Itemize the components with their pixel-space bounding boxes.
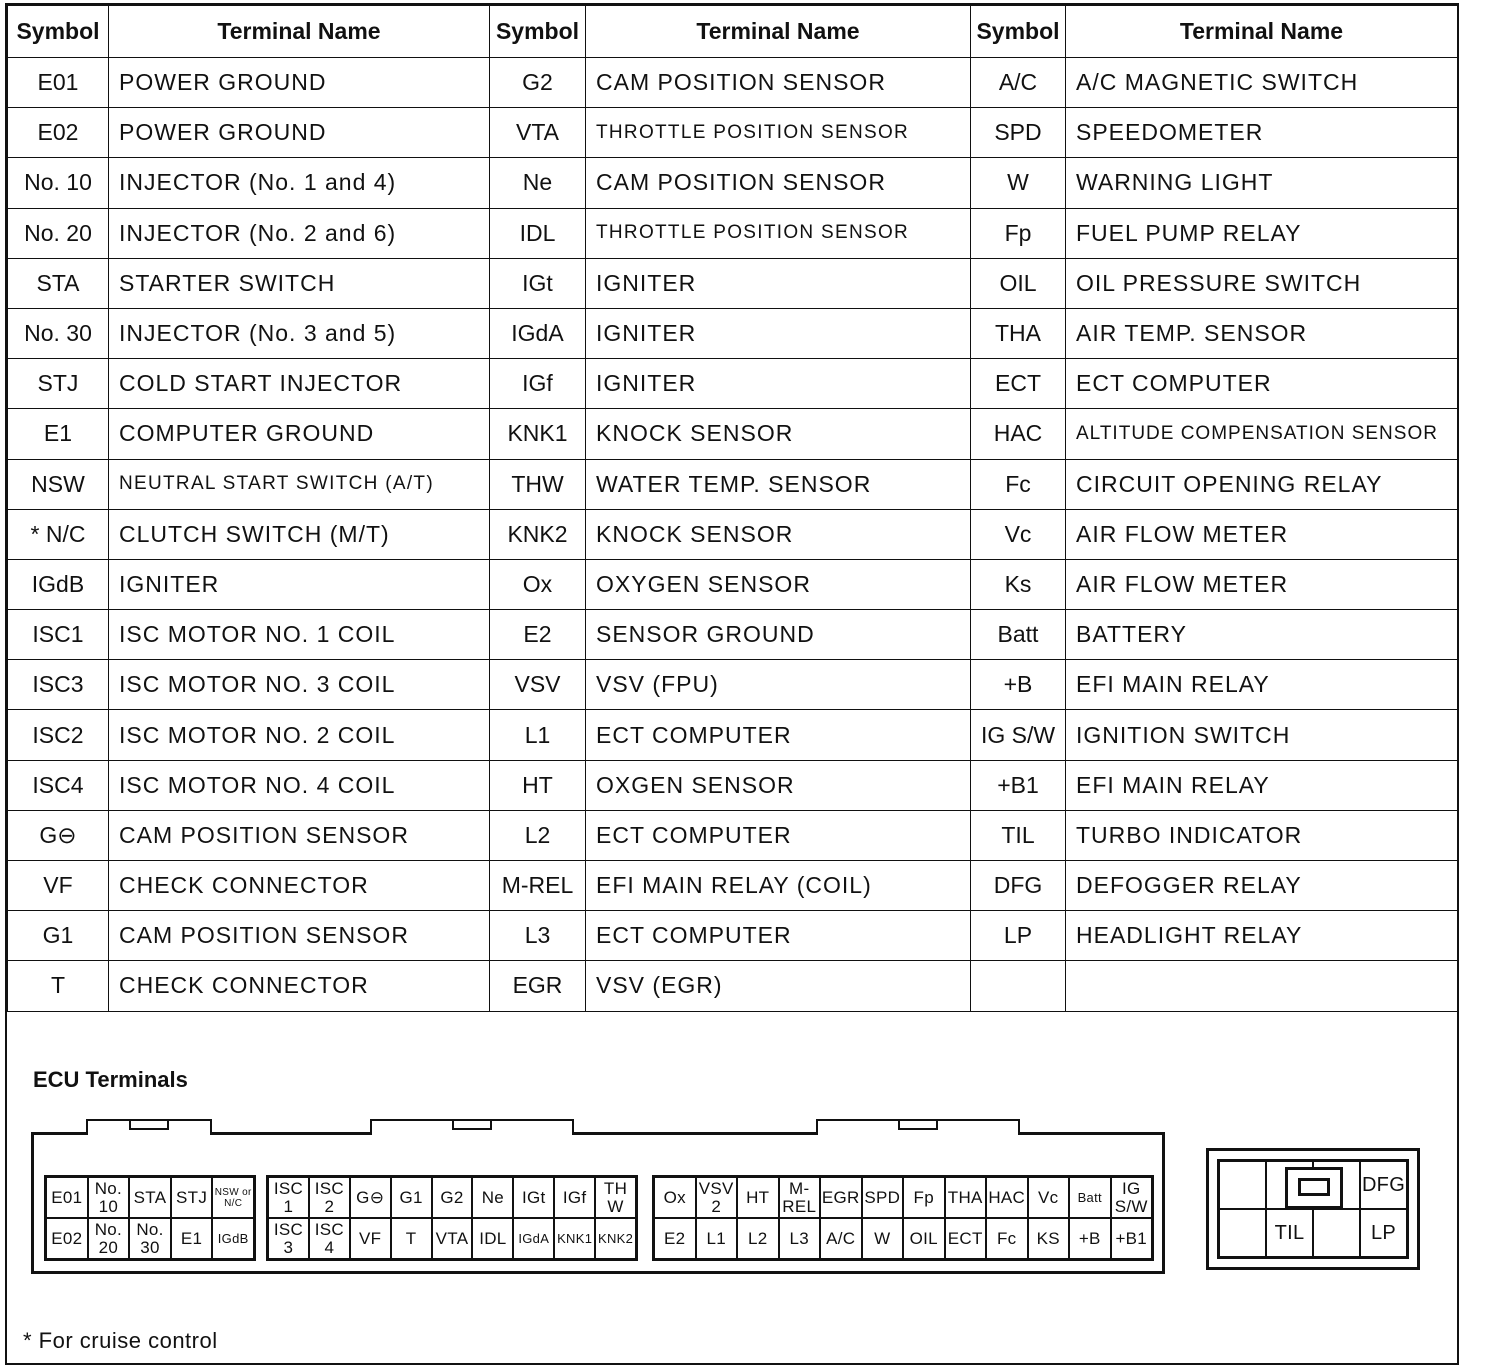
connector-pin: T bbox=[391, 1218, 432, 1259]
terminal-name: TURBO INDICATOR bbox=[1066, 810, 1458, 860]
connector-pin: SPD bbox=[862, 1177, 904, 1218]
terminal-symbol: G2 bbox=[490, 58, 586, 108]
terminal-name: DEFOGGER RELAY bbox=[1066, 861, 1458, 911]
connector-pin: IGdA bbox=[513, 1218, 554, 1259]
terminal-symbol: Ks bbox=[971, 559, 1066, 609]
terminal-symbol: HAC bbox=[971, 409, 1066, 459]
terminal-symbol: A/C bbox=[971, 58, 1066, 108]
header-terminal-name: Terminal Name bbox=[1066, 6, 1458, 58]
terminal-name: EFI MAIN RELAY (COIL) bbox=[586, 861, 971, 911]
terminal-name: AIR FLOW METER bbox=[1066, 559, 1458, 609]
small-connector-pin bbox=[1313, 1209, 1360, 1257]
terminal-symbol: E2 bbox=[490, 610, 586, 660]
connector-pin: KNK2 bbox=[595, 1218, 636, 1259]
table-row bbox=[8, 258, 1458, 308]
connector-pin: VF bbox=[350, 1218, 391, 1259]
terminal-symbol: No. 20 bbox=[8, 208, 109, 258]
terminal-name bbox=[1066, 961, 1458, 1011]
terminal-symbol: No. 30 bbox=[8, 308, 109, 358]
terminal-symbol: DFG bbox=[971, 861, 1066, 911]
connector-pin: No. 10 bbox=[88, 1177, 130, 1218]
terminal-name: EFI MAIN RELAY bbox=[1066, 760, 1458, 810]
terminal-name: ECT COMPUTER bbox=[586, 710, 971, 760]
small-connector-pin: LP bbox=[1360, 1209, 1407, 1257]
connector-pin: IGf bbox=[554, 1177, 595, 1218]
terminal-name: ECT COMPUTER bbox=[1066, 359, 1458, 409]
terminal-name: THROTTLE POSITION SENSOR bbox=[586, 208, 971, 258]
terminal-symbol: IDL bbox=[490, 208, 586, 258]
footnote: * For cruise control bbox=[23, 1328, 218, 1353]
header-symbol: Symbol bbox=[971, 6, 1066, 58]
terminal-name: FUEL PUMP RELAY bbox=[1066, 208, 1458, 258]
terminal-symbol: THA bbox=[971, 308, 1066, 358]
terminal-name: IGNITION SWITCH bbox=[1066, 710, 1458, 760]
connector-pin: A/C bbox=[820, 1218, 862, 1259]
connector-pin: Ox bbox=[654, 1177, 696, 1218]
terminal-symbol: L1 bbox=[490, 710, 586, 760]
terminal-symbol bbox=[971, 961, 1066, 1011]
connector-pin: KS bbox=[1028, 1218, 1070, 1259]
connector-pin: W bbox=[862, 1218, 904, 1259]
connector-pin: ISC 3 bbox=[268, 1218, 309, 1259]
terminal-name: IGNITER bbox=[586, 359, 971, 409]
terminal-name: IGNITER bbox=[586, 258, 971, 308]
connector-pin: VSV 2 bbox=[696, 1177, 738, 1218]
terminal-name: KNOCK SENSOR bbox=[586, 509, 971, 559]
connector-pin: L3 bbox=[779, 1218, 821, 1259]
connector-pin: THA bbox=[945, 1177, 987, 1218]
terminal-name: THROTTLE POSITION SENSOR bbox=[586, 108, 971, 158]
connector-pin: Batt bbox=[1069, 1177, 1111, 1218]
ecu-terminals-title: ECU Terminals bbox=[33, 1067, 188, 1092]
terminal-symbol: VTA bbox=[490, 108, 586, 158]
connector-pin: IGt bbox=[513, 1177, 554, 1218]
connector-pin: ISC 1 bbox=[268, 1177, 309, 1218]
connector-pin: +B bbox=[1069, 1218, 1111, 1259]
terminal-name: AIR FLOW METER bbox=[1066, 509, 1458, 559]
connector-pin: ISC 4 bbox=[309, 1218, 350, 1259]
terminal-name: SPEEDOMETER bbox=[1066, 108, 1458, 158]
connector-pin: G1 bbox=[391, 1177, 432, 1218]
connector-block-1 bbox=[44, 1175, 256, 1261]
terminal-symbol: SPD bbox=[971, 108, 1066, 158]
table-row bbox=[8, 660, 1458, 710]
terminal-name: EFI MAIN RELAY bbox=[1066, 660, 1458, 710]
terminal-symbol: THW bbox=[490, 459, 586, 509]
terminal-symbol: W bbox=[971, 158, 1066, 208]
small-connector-pin bbox=[1219, 1161, 1266, 1209]
terminal-symbol: T bbox=[8, 961, 109, 1011]
terminal-name: WATER TEMP. SENSOR bbox=[586, 459, 971, 509]
terminal-table bbox=[7, 5, 1458, 1012]
terminal-name: VSV (FPU) bbox=[586, 660, 971, 710]
table-row bbox=[8, 409, 1458, 459]
terminal-symbol: HT bbox=[490, 760, 586, 810]
header-symbol: Symbol bbox=[490, 6, 586, 58]
terminal-name: ECT COMPUTER bbox=[586, 911, 971, 961]
small-connector bbox=[1206, 1148, 1420, 1270]
connector-pin: VTA bbox=[432, 1218, 473, 1259]
terminal-symbol: G⊖ bbox=[8, 810, 109, 860]
connector-pin: L2 bbox=[737, 1218, 779, 1259]
terminal-symbol: EGR bbox=[490, 961, 586, 1011]
terminal-symbol: ECT bbox=[971, 359, 1066, 409]
connector-pin: ISC 2 bbox=[309, 1177, 350, 1218]
terminal-name: CAM POSITION SENSOR bbox=[109, 810, 490, 860]
connector-block-2 bbox=[266, 1175, 638, 1261]
header-terminal-name: Terminal Name bbox=[109, 6, 490, 58]
terminal-name: IGNITER bbox=[109, 559, 490, 609]
table-header-row bbox=[8, 6, 1458, 58]
terminal-name: ISC MOTOR NO. 3 COIL bbox=[109, 660, 490, 710]
table-row bbox=[8, 208, 1458, 258]
connector-pin: Fc bbox=[986, 1218, 1028, 1259]
connector-latch bbox=[1285, 1167, 1343, 1209]
terminal-symbol: Ne bbox=[490, 158, 586, 208]
terminal-name: OXGEN SENSOR bbox=[586, 760, 971, 810]
terminal-symbol: L2 bbox=[490, 810, 586, 860]
terminal-name: COMPUTER GROUND bbox=[109, 409, 490, 459]
terminal-symbol: * N/C bbox=[8, 509, 109, 559]
terminal-symbol: ISC3 bbox=[8, 660, 109, 710]
terminal-symbol: IG S/W bbox=[971, 710, 1066, 760]
terminal-symbol: E1 bbox=[8, 409, 109, 459]
table-row bbox=[8, 559, 1458, 609]
connector-tab bbox=[370, 1119, 574, 1135]
terminal-name: STARTER SWITCH bbox=[109, 258, 490, 308]
connector-pin: OIL bbox=[903, 1218, 945, 1259]
terminal-name: CHECK CONNECTOR bbox=[109, 961, 490, 1011]
connector-tab bbox=[816, 1119, 1020, 1135]
connector-pin: ECT bbox=[945, 1218, 987, 1259]
table-row bbox=[8, 509, 1458, 559]
table-row bbox=[8, 861, 1458, 911]
terminal-symbol: Batt bbox=[971, 610, 1066, 660]
connector-block-3 bbox=[652, 1175, 1154, 1261]
terminal-name: OIL PRESSURE SWITCH bbox=[1066, 258, 1458, 308]
header-terminal-name: Terminal Name bbox=[586, 6, 971, 58]
connector-pin: E2 bbox=[654, 1218, 696, 1259]
connector-pin: HAC bbox=[986, 1177, 1028, 1218]
terminal-symbol: E02 bbox=[8, 108, 109, 158]
terminal-name: ISC MOTOR NO. 2 COIL bbox=[109, 710, 490, 760]
table-row bbox=[8, 610, 1458, 660]
terminal-symbol: ISC4 bbox=[8, 760, 109, 810]
terminal-name: ISC MOTOR NO. 1 COIL bbox=[109, 610, 490, 660]
terminal-symbol: Ox bbox=[490, 559, 586, 609]
connector-pin: G2 bbox=[432, 1177, 473, 1218]
terminal-symbol: IGt bbox=[490, 258, 586, 308]
terminal-symbol: No. 10 bbox=[8, 158, 109, 208]
terminal-name: A/C MAGNETIC SWITCH bbox=[1066, 58, 1458, 108]
terminal-name: KNOCK SENSOR bbox=[586, 409, 971, 459]
terminal-name: POWER GROUND bbox=[109, 108, 490, 158]
connector-pin: STJ bbox=[171, 1177, 213, 1218]
terminal-name: WARNING LIGHT bbox=[1066, 158, 1458, 208]
terminal-name: INJECTOR (No. 1 and 4) bbox=[109, 158, 490, 208]
connector-pin: E01 bbox=[46, 1177, 88, 1218]
terminal-name: CHECK CONNECTOR bbox=[109, 861, 490, 911]
table-row bbox=[8, 158, 1458, 208]
connector-pin: EGR bbox=[820, 1177, 862, 1218]
terminal-symbol: VSV bbox=[490, 660, 586, 710]
small-connector-pin: TIL bbox=[1266, 1209, 1313, 1257]
terminal-name: CLUTCH SWITCH (M/T) bbox=[109, 509, 490, 559]
terminal-symbol: Fc bbox=[971, 459, 1066, 509]
terminal-symbol: IGdA bbox=[490, 308, 586, 358]
terminal-name: ECT COMPUTER bbox=[586, 810, 971, 860]
terminal-symbol: L3 bbox=[490, 911, 586, 961]
terminal-symbol: ISC2 bbox=[8, 710, 109, 760]
terminal-symbol: LP bbox=[971, 911, 1066, 961]
terminal-symbol: STJ bbox=[8, 359, 109, 409]
small-connector-pin bbox=[1219, 1209, 1266, 1257]
terminal-symbol: Vc bbox=[971, 509, 1066, 559]
connector-pin: HT bbox=[737, 1177, 779, 1218]
table-row bbox=[8, 710, 1458, 760]
connector-pin: NSW or N/C bbox=[212, 1177, 254, 1218]
terminal-name: ISC MOTOR NO. 4 COIL bbox=[109, 760, 490, 810]
terminal-symbol: G1 bbox=[8, 911, 109, 961]
terminal-name: CAM POSITION SENSOR bbox=[109, 911, 490, 961]
terminal-name: COLD START INJECTOR bbox=[109, 359, 490, 409]
terminal-sheet bbox=[5, 3, 1459, 1365]
terminal-name: POWER GROUND bbox=[109, 58, 490, 108]
small-connector-pin: DFG bbox=[1360, 1161, 1407, 1209]
terminal-symbol: Fp bbox=[971, 208, 1066, 258]
terminal-symbol: E01 bbox=[8, 58, 109, 108]
connector-pin: M- REL bbox=[779, 1177, 821, 1218]
terminal-name: AIR TEMP. SENSOR bbox=[1066, 308, 1458, 358]
terminal-name: ALTITUDE COMPENSATION SENSOR bbox=[1066, 409, 1458, 459]
connector-pin: TH W bbox=[595, 1177, 636, 1218]
terminal-symbol: M-REL bbox=[490, 861, 586, 911]
connector-pin: Fp bbox=[903, 1177, 945, 1218]
connector-pin: +B1 bbox=[1111, 1218, 1153, 1259]
connector-pin: IDL bbox=[472, 1218, 513, 1259]
terminal-name: NEUTRAL START SWITCH (A/T) bbox=[109, 459, 490, 509]
table-row bbox=[8, 961, 1458, 1011]
terminal-symbol: TIL bbox=[971, 810, 1066, 860]
connector-pin: E02 bbox=[46, 1218, 88, 1259]
ecu-connector bbox=[31, 1132, 1165, 1274]
terminal-name: INJECTOR (No. 2 and 6) bbox=[109, 208, 490, 258]
table-row bbox=[8, 810, 1458, 860]
connector-pin: L1 bbox=[696, 1218, 738, 1259]
terminal-name: VSV (EGR) bbox=[586, 961, 971, 1011]
terminal-symbol: IGdB bbox=[8, 559, 109, 609]
terminal-name: CIRCUIT OPENING RELAY bbox=[1066, 459, 1458, 509]
connector-pin: IG S/W bbox=[1111, 1177, 1153, 1218]
table-row bbox=[8, 58, 1458, 108]
terminal-name: HEADLIGHT RELAY bbox=[1066, 911, 1458, 961]
connector-pin: No. 30 bbox=[129, 1218, 171, 1259]
table-row bbox=[8, 911, 1458, 961]
connector-pin: Ne bbox=[472, 1177, 513, 1218]
table-row bbox=[8, 308, 1458, 358]
table-row bbox=[8, 108, 1458, 158]
connector-pin: G⊖ bbox=[350, 1177, 391, 1218]
table-row bbox=[8, 760, 1458, 810]
table-row bbox=[8, 359, 1458, 409]
connector-pin: No. 20 bbox=[88, 1218, 130, 1259]
terminal-name: IGNITER bbox=[586, 308, 971, 358]
terminal-name: INJECTOR (No. 3 and 5) bbox=[109, 308, 490, 358]
table-row bbox=[8, 459, 1458, 509]
connector-pin: KNK1 bbox=[554, 1218, 595, 1259]
terminal-symbol: IGf bbox=[490, 359, 586, 409]
terminal-symbol: OIL bbox=[971, 258, 1066, 308]
terminal-symbol: ISC1 bbox=[8, 610, 109, 660]
terminal-name: OXYGEN SENSOR bbox=[586, 559, 971, 609]
terminal-symbol: STA bbox=[8, 258, 109, 308]
terminal-symbol: KNK1 bbox=[490, 409, 586, 459]
terminal-name: BATTERY bbox=[1066, 610, 1458, 660]
connector-pin: Vc bbox=[1028, 1177, 1070, 1218]
connector-pin: STA bbox=[129, 1177, 171, 1218]
terminal-symbol: KNK2 bbox=[490, 509, 586, 559]
connector-pin: E1 bbox=[171, 1218, 213, 1259]
terminal-symbol: +B bbox=[971, 660, 1066, 710]
terminal-symbol: +B1 bbox=[971, 760, 1066, 810]
header-symbol: Symbol bbox=[8, 6, 109, 58]
terminal-symbol: VF bbox=[8, 861, 109, 911]
terminal-name: SENSOR GROUND bbox=[586, 610, 971, 660]
terminal-symbol: NSW bbox=[8, 459, 109, 509]
terminal-name: CAM POSITION SENSOR bbox=[586, 58, 971, 108]
connector-tab bbox=[86, 1119, 212, 1135]
connector-pin: IGdB bbox=[212, 1218, 254, 1259]
terminal-name: CAM POSITION SENSOR bbox=[586, 158, 971, 208]
